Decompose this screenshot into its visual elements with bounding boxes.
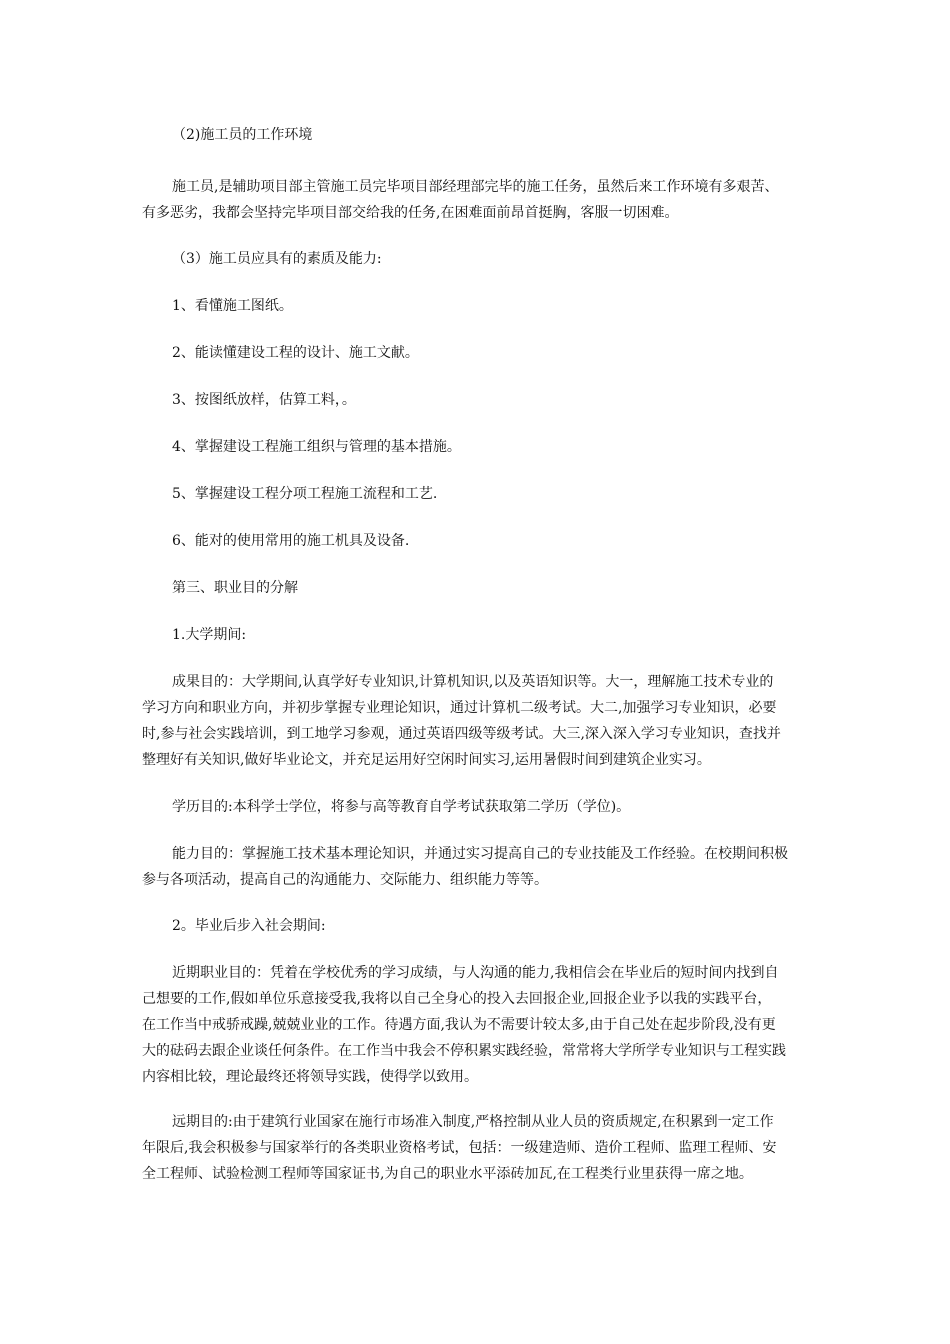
- paragraph: [172, 387, 356, 413]
- paragraph-line: 有多恶劣，我都会坚持完毕项目部交给我的任务,在困难面前昂首挺胸，客服一切困难。: [142, 205, 679, 221]
- paragraph: [142, 1109, 777, 1187]
- paragraph-line: 4、掌握建设工程施工组织与管理的基本措施。: [172, 439, 461, 455]
- paragraph-line: 参与各项活动，提高自己的沟通能力、交际能力、组织能力等等。: [142, 872, 548, 888]
- paragraph-line: 近期职业目的：凭着在学校优秀的学习成绩，与人沟通的能力,我相信会在毕业后的短时间内找到自: [172, 965, 779, 981]
- paragraph: [172, 293, 293, 319]
- paragraph-line: 第三、职业目的分解: [172, 580, 298, 596]
- paragraph-line: 施工员,是辅助项目部主管施工员完毕项目部经理部完毕的施工任务，虽然后来工作环境有多艰苦、: [172, 179, 779, 195]
- paragraph-line: 6、能对的使用常用的施工机具及设备.: [172, 533, 410, 549]
- paragraph-line: 整理好有关知识,做好毕业论文，并充足运用好空闲时间实习,运用暑假时间到建筑企业实习。: [142, 752, 711, 768]
- paragraph: [172, 481, 437, 507]
- paragraph-line: 学历目的:本科学士学位，将参与高等教育自学考试获取第二学历（学位)。: [172, 799, 631, 815]
- paragraph: [142, 841, 788, 893]
- paragraph-line: （2)施工员的工作环境: [172, 127, 313, 143]
- paragraph: [172, 246, 382, 272]
- paragraph-line: 年限后,我会积极参与国家举行的各类职业资格考试，包括：一级建造师、造价工程师、监理工程师、安: [142, 1140, 777, 1156]
- section-heading: [172, 575, 298, 601]
- paragraph: [172, 794, 630, 820]
- paragraph-line: 远期目的:由于建筑行业国家在施行市场准入制度,严格控制从业人员的资质规定,在积累到一定工作: [172, 1114, 774, 1130]
- subsection-heading: [172, 622, 246, 648]
- paragraph-line: 2、能读懂建设工程的设计、施工文献。: [172, 345, 419, 361]
- paragraph-line: （3）施工员应具有的素质及能力:: [172, 251, 382, 267]
- subsection-heading: [172, 913, 326, 939]
- paragraph: [172, 340, 419, 366]
- paragraph-line: 全工程师、试验检测工程师等国家证书,为自己的职业水平添砖加瓦,在工程类行业里获得一席之地。: [142, 1166, 753, 1182]
- paragraph: [142, 174, 779, 226]
- paragraph: [142, 669, 781, 773]
- paragraph: [172, 434, 461, 460]
- paragraph-line: 2。毕业后步入社会期间:: [172, 918, 326, 934]
- paragraph-line: 学习方向和职业方向，并初步掌握专业理论知识，通过计算机二级考试。大二,加强学习专业知识，必要: [142, 700, 777, 716]
- paragraph-line: 5、掌握建设工程分项工程施工流程和工艺.: [172, 486, 438, 502]
- paragraph-line: 成果目的：大学期间,认真学好专业知识,计算机知识,以及英语知识等。大一，理解施工技术专业的: [172, 674, 774, 690]
- paragraph: [142, 960, 786, 1090]
- paragraph-line: 己想要的工作,假如单位乐意接受我,我将以自己全身心的投入去回报企业,回报企业予以我的实践平台，: [142, 991, 772, 1007]
- paragraph-line: 大的砝码去跟企业谈任何条件。在工作当中我会不停积累实践经验，常常将大学所学专业知识与工程实践: [142, 1043, 786, 1059]
- paragraph-line: 1.大学期间:: [172, 627, 247, 643]
- paragraph-line: 3、按图纸放样，估算工料，。: [172, 392, 356, 408]
- paragraph-line: 能力目的：掌握施工技术基本理论知识，并通过实习提高自己的专业技能及工作经验。在校期间积极: [172, 846, 788, 862]
- paragraph-line: 1、看懂施工图纸。: [172, 298, 293, 314]
- paragraph-line: 在工作当中戒骄戒躁,兢兢业业的工作。待遇方面,我认为不需要计较太多,由于自己处在起步阶段,没有更: [142, 1017, 776, 1033]
- paragraph: [172, 122, 312, 148]
- paragraph-line: 时,参与社会实践培训，到工地学习参观，通过英语四级等级考试。大三,深入深入学习专业知识，查找并: [142, 726, 781, 742]
- paragraph: [172, 528, 409, 554]
- paragraph-line: 内容相比较，理论最终还将领导实践，使得学以致用。: [142, 1069, 478, 1085]
